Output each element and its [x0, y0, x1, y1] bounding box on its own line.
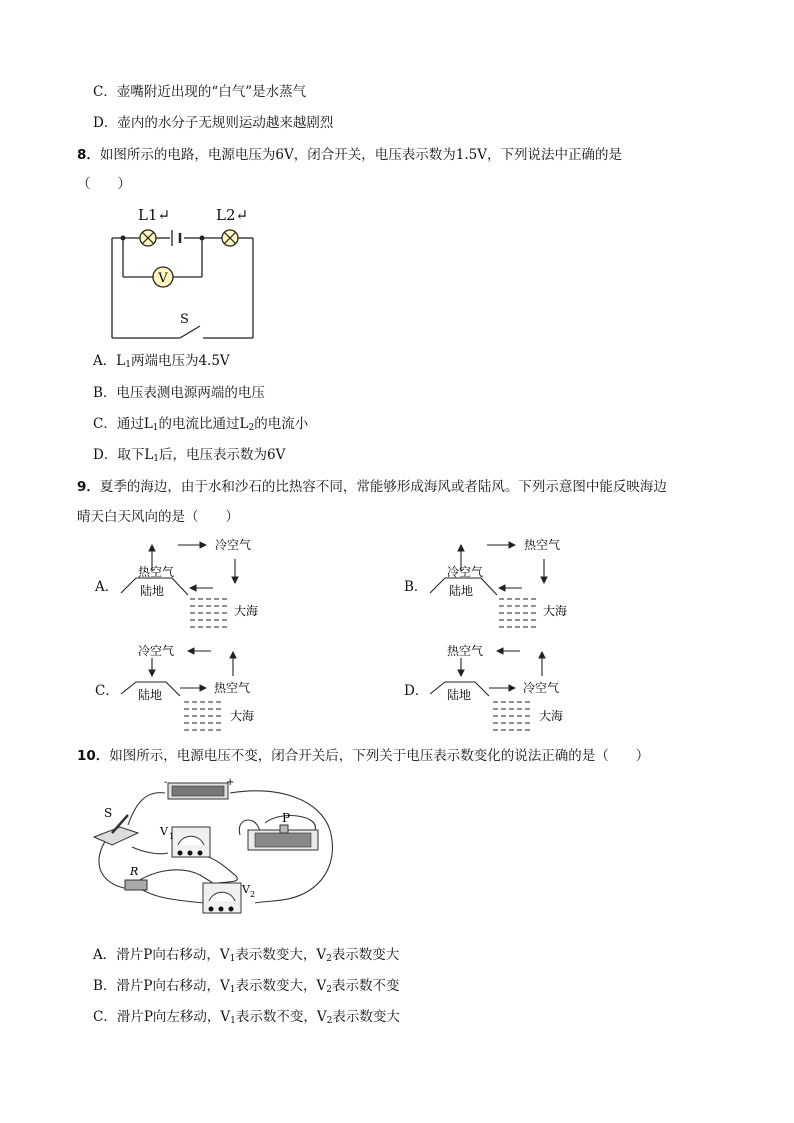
- q9-b-left-label: 冷空气: [447, 565, 484, 579]
- q10-label-p: P: [282, 811, 291, 825]
- q7-option-c: C．壶嘴附近出现的“白气”是水蒸气: [93, 84, 307, 100]
- q8-option-c: [93, 415, 308, 437]
- q10-option-b-text2: 表示数变大，V: [235, 978, 327, 994]
- q8-circuit-diagram: [100, 202, 270, 342]
- q10-label-r: R: [130, 865, 139, 878]
- q9-stem-line1: [77, 478, 667, 496]
- q10-label-v2: V: [242, 883, 250, 896]
- q9-option-a-diagram: [118, 533, 278, 633]
- q9-stem-line2: 晴天白天风向的是（ ）: [77, 509, 239, 525]
- q9-option-d-label: D．: [404, 683, 429, 699]
- q10-option-a-sub2: 2: [326, 954, 332, 964]
- q8-option-c-text: C．通过L: [93, 416, 153, 432]
- q10-option-c-text2: 表示数不变，V: [235, 1009, 327, 1025]
- q10-option-b-sub1: 1: [229, 985, 236, 995]
- q10-option-b-text: B．滑片P向右移动，V: [93, 978, 230, 994]
- q9-number: 9．: [77, 479, 100, 495]
- q10-label-v1-sub: 1: [169, 832, 175, 841]
- q10-switch: [94, 806, 138, 845]
- q8-answer-blank: （ ）: [77, 176, 131, 192]
- q10-option-a-text: A．滑片P向右移动，V: [93, 947, 230, 963]
- q8-option-d-sub: 1: [153, 454, 160, 464]
- q9-c-land-label: 陆地: [138, 688, 163, 702]
- q10-option-c-sub1: 1: [230, 1016, 236, 1026]
- q9-b-top-label: 热空气: [524, 538, 561, 552]
- q10-battery-plus: +: [226, 777, 235, 788]
- q10-option-c: [93, 1008, 400, 1030]
- q8-label-l2: L2↵: [216, 206, 249, 224]
- q10-circuit-photo: [90, 775, 340, 925]
- q8-option-c-sub1: 1: [152, 423, 159, 433]
- q10-option-a-text2: 表示数变大，V: [235, 947, 327, 963]
- q8-lamp-l2: [222, 230, 238, 246]
- q9-option-b-diagram: [427, 533, 587, 633]
- q8-option-b: B．电压表测电源两端的电压: [93, 385, 265, 401]
- q9-b-land-label: 陆地: [449, 584, 474, 598]
- q10-voltmeter-v2: [203, 883, 255, 913]
- q9-c-right-label: 热空气: [214, 681, 251, 695]
- q9-option-a-label: A．: [95, 579, 119, 595]
- q8-option-c-text2: 的电流比通过L: [158, 416, 249, 432]
- q9-option-c-label: C．: [95, 683, 119, 699]
- q10-rheostat: [248, 811, 318, 850]
- q9-d-sea-label: 大海: [539, 709, 564, 723]
- q8-option-a-text: A．L: [93, 353, 126, 369]
- q8-lamp-l1: [140, 230, 156, 246]
- q8-option-a-text2: 两端电压为4.5V: [130, 353, 230, 369]
- q8-stem: [77, 146, 622, 164]
- q9-d-land-label: 陆地: [447, 688, 472, 702]
- q9-option-d-diagram: [427, 638, 587, 738]
- q10-option-c-text: C．滑片P向左移动，V: [93, 1009, 231, 1025]
- q9-a-left-label: 热空气: [138, 565, 175, 579]
- q8-voltmeter-label: V: [158, 271, 168, 286]
- q10-label-s: S: [104, 806, 113, 820]
- q10-label-v2-sub: 2: [250, 890, 256, 899]
- q10-stem-text: 如图所示，电源电压不变，闭合开关后，下列关于电压表示数变化的说法正确的是（ ）: [109, 748, 650, 764]
- q8-number: 8．: [77, 147, 100, 163]
- q8-option-c-text3: 的电流小: [254, 416, 309, 432]
- q8-label-switch: S: [180, 312, 189, 327]
- q8-option-a: [93, 352, 230, 374]
- q8-option-d-text: D．取下L: [93, 447, 154, 463]
- q9-a-sea-label: 大海: [234, 604, 259, 618]
- q9-option-b-label: B．: [404, 579, 428, 595]
- q9-b-sea-label: 大海: [543, 604, 568, 618]
- q9-a-land-label: 陆地: [140, 584, 165, 598]
- q10-option-c-text3: 表示数变大: [332, 1009, 400, 1025]
- q9-c-top-label: 冷空气: [138, 644, 175, 658]
- q10-option-b-text3: 表示数不变: [331, 978, 400, 994]
- q8-option-c-sub2: 2: [248, 423, 255, 433]
- q9-c-sea-label: 大海: [230, 709, 255, 723]
- q9-stem-text1: 夏季的海边，由于水和沙石的比热容不同，常能够形成海风或者陆风。下列示意图中能反映海边: [99, 479, 667, 495]
- q10-battery: [164, 777, 234, 799]
- q8-option-d: [93, 446, 285, 468]
- q9-a-top-label: 冷空气: [215, 538, 252, 552]
- q8-option-a-sub: 1: [125, 360, 131, 370]
- q9-option-c-diagram: [118, 638, 278, 738]
- q10-voltmeter-v1: [159, 825, 210, 857]
- q10-stem: [77, 747, 649, 765]
- q8-label-l1: L1↵: [138, 206, 171, 224]
- q10-option-a-text3: 表示数变大: [331, 947, 400, 963]
- q10-option-a: [93, 946, 399, 968]
- q10-option-c-sub2: 2: [326, 1016, 333, 1026]
- q10-battery-minus: -: [164, 777, 168, 788]
- q10-label-v1: V: [160, 825, 168, 838]
- q10-option-b: [93, 977, 399, 999]
- q8-option-d-text2: 后，电压表示数为6V: [159, 447, 286, 463]
- q10-option-a-sub1: 1: [229, 954, 236, 964]
- q10-option-b-sub2: 2: [326, 985, 332, 995]
- q9-d-top-label: 热空气: [447, 644, 484, 658]
- q9-d-right-label: 冷空气: [523, 681, 560, 695]
- q10-number: 10．: [77, 748, 110, 764]
- q7-option-d: D．壶内的水分子无规则运动越来越剧烈: [93, 115, 334, 131]
- q8-stem-text: 如图所示的电路，电源电压为6V，闭合开关，电压表示数为1.5V，下列说法中正确的是: [99, 147, 622, 163]
